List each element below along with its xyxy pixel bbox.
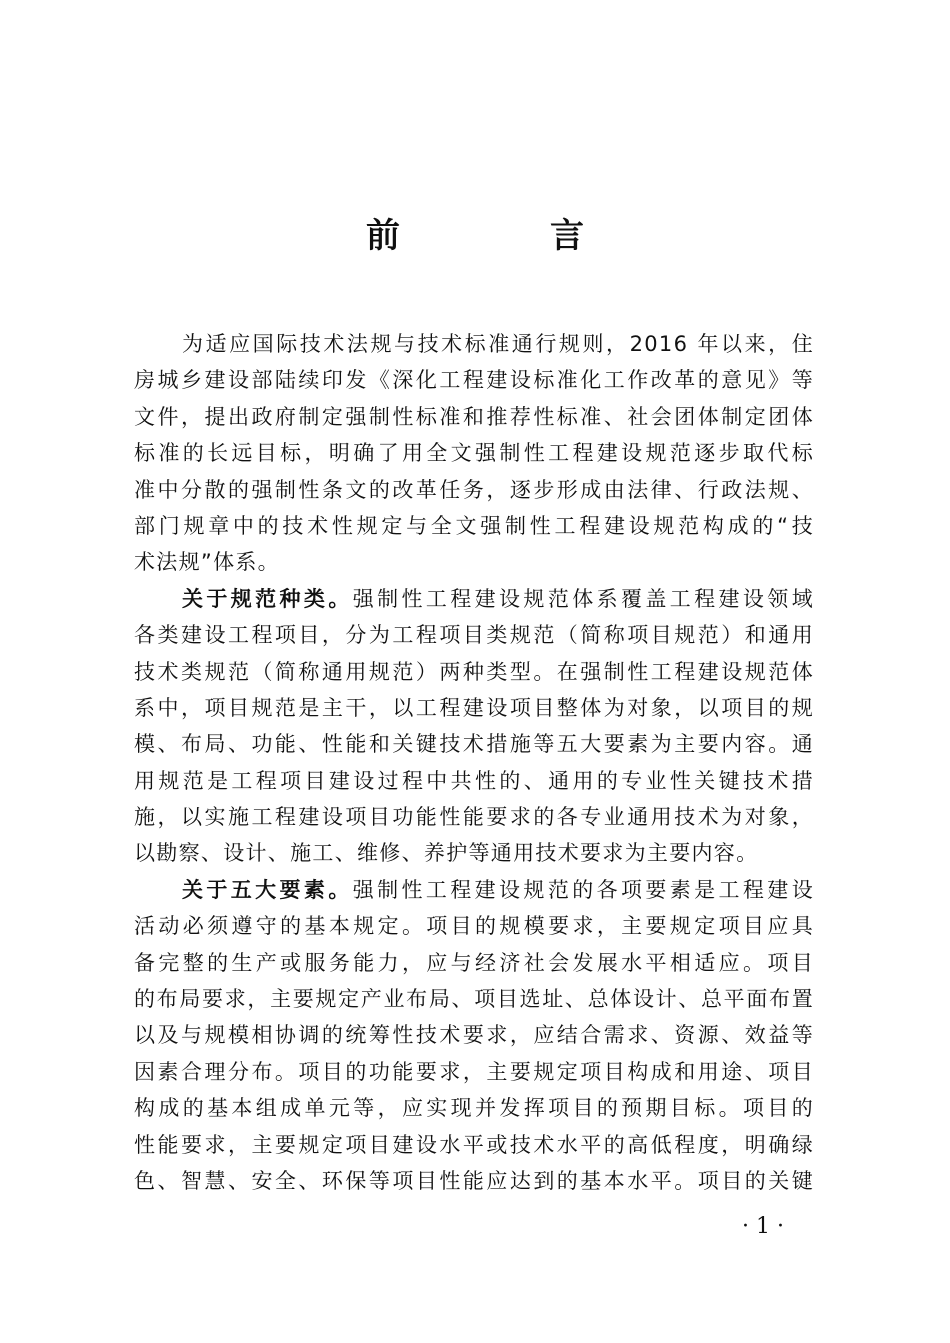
paragraph-2-line-8: 以勘察、设计、施工、维修、养护等通用技术要求为主要内容。 [134,841,759,866]
paragraph-3-line-5: 以及与规模相协调的统筹性技术要求，应结合需求、资源、效益等 [134,1023,814,1048]
body-text [134,326,814,1199]
page-number: · 1 · [742,1214,784,1239]
paragraph-3-line-1-text: 强制性工程建设规范的各项要素是工程建设 [352,877,814,902]
paragraph-2-line-1-text: 强制性工程建设规范体系覆盖工程建设领域 [352,586,814,611]
paragraph-1-line-2: 房城乡建设部陆续印发《深化工程建设标准化工作改革的意见》等 [134,368,814,393]
paragraph-3-line-2: 活动必须遵守的基本规定。项目的规模要求，主要规定项目应具 [134,914,814,939]
paragraph-3-line-1 [134,872,814,908]
paragraph-2-line-6: 用规范是工程项目建设过程中共性的、通用的专业性关键技术措 [134,768,814,793]
paragraph-2-line-2: 各类建设工程项目，分为工程项目类规范（简称项目规范）和通用 [134,623,814,648]
paragraph-2-line-5: 模、布局、功能、性能和关键技术措施等五大要素为主要内容。通 [134,732,814,757]
paragraph-1-line-1: 为适应国际技术法规与技术标准通行规则，2016 年以来，住 [182,332,814,356]
paragraph-1-line-4: 标准的长远目标，明确了用全文强制性工程建设规范逐步取代标 [134,441,814,466]
paragraph-2-line-3: 技术类规范（简称通用规范）两种类型。在强制性工程建设规范体 [134,659,814,684]
paragraph-3-line-6: 因素合理分布。项目的功能要求，主要规定项目构成和用途、项目 [134,1059,814,1084]
paragraph-1-line-6: 部门规章中的技术性规定与全文强制性工程建设规范构成的“技 [134,513,814,538]
page-title: 前 言 [366,216,642,256]
paragraph-3-lead: 关于五大要素。 [182,877,353,902]
paragraph-2-lead: 关于规范种类。 [182,586,353,611]
paragraph-1-line-5: 准中分散的强制性条文的改革任务，逐步形成由法律、行政法规、 [134,477,814,502]
paragraph-3-line-3: 备完整的生产或服务能力，应与经济社会发展水平相适应。项目 [134,950,814,975]
paragraph-3-line-9: 色、智慧、安全、环保等项目性能应达到的基本水平。项目的关键 [134,1168,814,1193]
paragraph-3-line-8: 性能要求，主要规定项目建设水平或技术水平的高低程度，明确绿 [134,1132,814,1157]
paragraph-3-line-7: 构成的基本组成单元等，应实现并发挥项目的预期目标。项目的 [134,1096,814,1121]
paragraph-1-line-3: 文件，提出政府制定强制性标准和推荐性标准、社会团体制定团体 [134,404,814,429]
paragraph-2-line-7: 施，以实施工程建设项目功能性能要求的各专业通用技术为对象， [134,805,814,830]
paragraph-2-line-1 [134,581,814,617]
paragraph-1-line-7: 术法规”体系。 [134,550,280,575]
paragraph-2-line-4: 系中，项目规范是主干，以工程建设项目整体为对象，以项目的规 [134,695,814,720]
paragraph-3-line-4: 的布局要求，主要规定产业布局、项目选址、总体设计、总平面布置 [134,987,814,1012]
